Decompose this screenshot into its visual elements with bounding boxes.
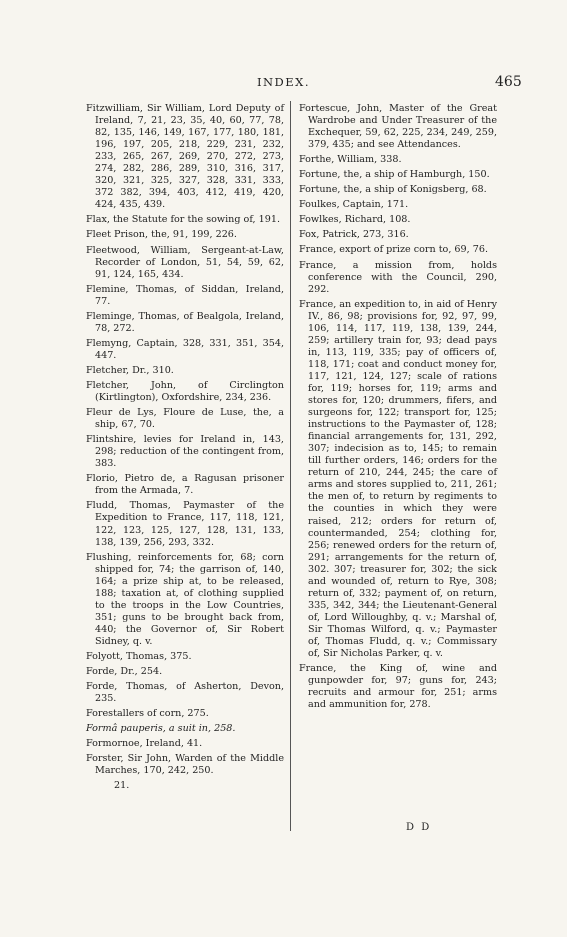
index-entry: Flax, the Statute for the sowing of, 191. [86,214,280,226]
index-entry: Formornoe, Ireland, 41. [86,738,203,750]
right-column [299,103,497,714]
signature-mark: D D [406,822,432,833]
index-entry: Fleetwood, William, Sergeant-at-Law, Recorder of London, 51, 54, 59, 62, 91, 124, 165, 434. [86,244,284,280]
index-entry: Flemine, Thomas, of Siddan, Ireland, 77. [86,283,284,307]
index-entry: Forde, Thomas, of Asherton, Devon, 235. [86,681,284,705]
index-entry: Fowlkes, Richard, 108. [299,214,411,226]
index-entry: Foulkes, Captain, 171. [299,199,409,211]
index-entry: Fludd, Thomas, Paymaster of the Expedition to France, 117, 118, 121, 122, 123, 125, 127, 128, 131, 133, 138, 139, 256, 293, 332. [86,500,284,548]
index-entry: Fleminge, Thomas, of Bealgola, Ireland, 78, 272. [86,310,284,334]
index-entry: Fletcher, Dr., 310. [86,364,174,376]
index-entry: Forthe, William, 338. [299,154,402,166]
index-entry: Flintshire, levies for Ireland in, 143, 298; reduction of the contingent from, 383. [86,434,284,470]
running-header: INDEX. [256,75,311,89]
index-entry: Fortescue, John, Master of the Great Wardrobe and Under Treasurer of the Exchequer, 59, 62, 225, 234, 249, 259, 379, 435; and see Attendances. [299,103,497,151]
index-entry: Flushing, reinforcements for, 68; corn shipped for, 74; the garrison of, 140, 164; a prize ship at, to be released, 188; taxation at, of clothing supplied to the troops in the Low Countries, 351; guns to be brought back from, 440; the Governor of, Sir Robert Sidney, q. v. [86,551,284,647]
index-entry: Formâ pauperis, a suit in, 258. [86,723,236,735]
index-entry: Fortune, the, a ship of Hamburgh, 150. [299,169,490,181]
index-entry: Forster, Sir John, Warden of the Middle Marches, 170, 242, 250. [86,753,284,777]
index-entry: Folyott, Thomas, 375. [86,650,192,662]
index-entry: Florio, Pietro de, a Ragusan prisoner from the Armada, 7. [86,473,284,497]
index-entry: Forestallers of corn, 275. [86,708,209,720]
page-number: 465 [495,74,522,90]
index-entry: France, the King of, wine and gunpowder for, 97; guns for, 243; recruits and armour for, 251; arms and ammunition for, 278. [299,663,497,711]
index-entry: Fortune, the, a ship of Konigsberg, 68. [299,184,487,196]
index-entry: Flemyng, Captain, 328, 331, 351, 354, 447. [86,337,284,361]
index-entry: Forde, Dr., 254. [86,666,163,678]
index-entry: Fitzwilliam, Sir William, Lord Deputy of Ireland, 7, 21, 23, 35, 40, 60, 77, 78, 82, 135, 146, 149, 167, 177, 180, 181, 196, 197, 205, 218, 229, 231, 232, 233, 265, 267, 269, 270, 272, 273, 274, 282, 286, 289, 310, 316, 317, 320, 321, 325, 327, 328, 331, 333, 372 382, 394, 403, 412, 419, 420, 424, 435, 439. [86,103,284,211]
index-entry: France, export of prize corn to, 69, 76. [299,244,488,256]
index-entry: Fleet Prison, the, 91, 199, 226. [86,229,237,241]
signature-mark: 21. [114,780,130,792]
left-column [86,103,284,792]
index-entry: Fletcher, John, of Circlington (Kirtlington), Oxfordshire, 234, 236. [86,379,284,404]
index-entry: France, an expedition to, in aid of Henry IV., 86, 98; provisions for, 92, 97, 99, 106, 114, 117, 119, 138, 139, 244, 259; artillery train for, 93; dead pays in, 113, 119, 335; pay of officers of, 118, 171; coat and conduct money for, 117, 121, 124, 127; scale of rations for, 119; horses for, 119; arms and stores for, 120; drummers, fifers, and surgeons for, 122; transport for, 125; instructions to the Paymaster of, 128; financial arrangements for, 131, 292, 307; indecision as to, 145; to remain till further orders, 146; orders for the return of 210, 244, 245; the care of arms and stores supplied to, 211, 261; the men of, to return by regiments to the counties in which they were raised, 212; orders for return of, countermanded, 254; clothing for, 256; renewed orders for the return of, 291; arrangements for the return of, 302. 307; treasurer for, 302; the sick and wounded of, return to Rye, 308; return of, 332; payment of, on return, 335, 342, 344; the Lieutenant-General of, Lord Willoughby, q. v.; Marshal of, Sir Thomas Wilford, q. v.; Paymaster of, Thomas Fludd, q. v.; Commissary of, Sir Nicholas Parker, q. v. [299,298,497,660]
index-entry: Fleur de Lys, Floure de Luse, the, a ship, 67, 70. [86,407,284,431]
index-entry: Fox, Patrick, 273, 316. [299,229,409,241]
index-entry: France, a mission from, holds conference with the Council, 290, 292. [299,259,497,295]
column-divider [290,101,291,831]
